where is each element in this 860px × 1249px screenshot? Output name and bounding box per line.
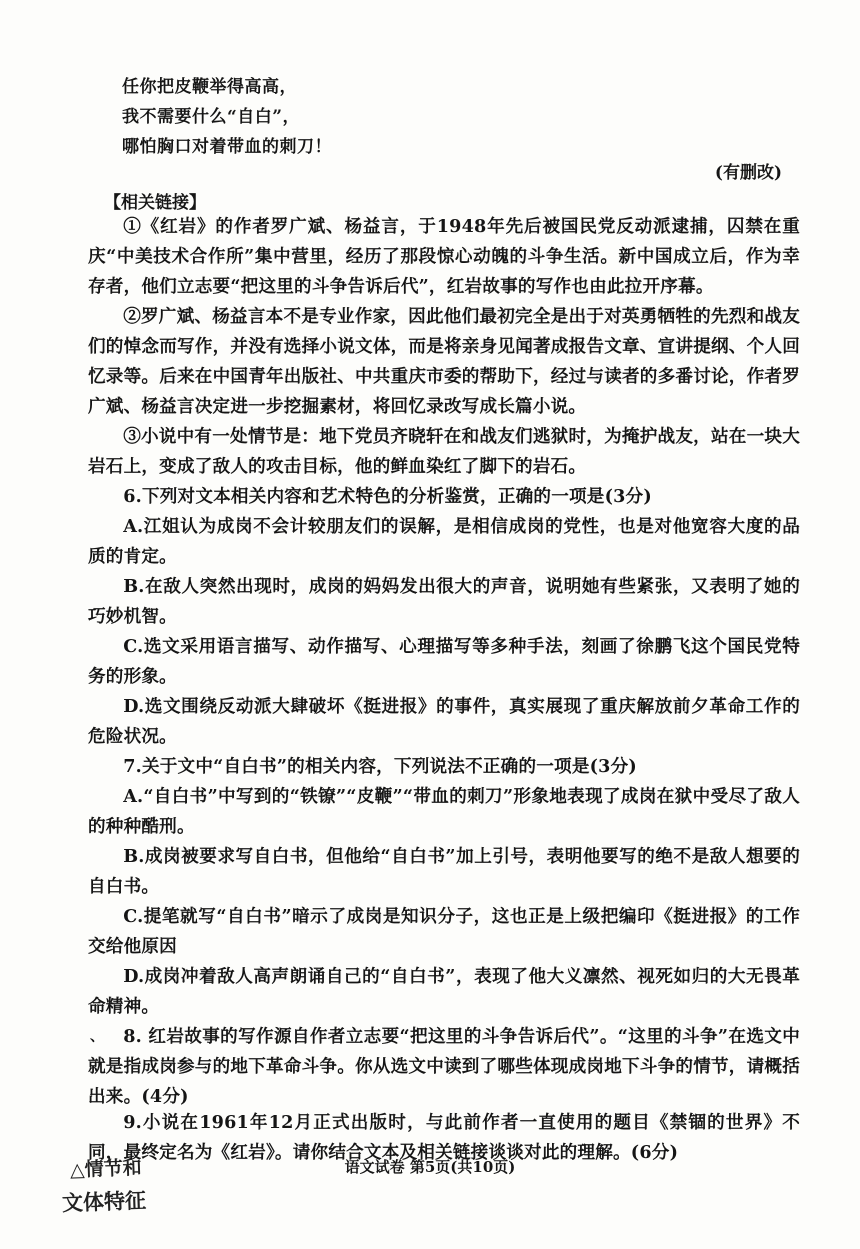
page-footer: 语文试卷 第5页(共10页): [344, 1158, 516, 1176]
question-7-option-d: D.成岗冲着敌人高声朗诵自己的“自白书”，表现了他大义凛然、视死如归的大无畏革命精神。: [88, 966, 800, 1017]
handwritten-note-1: △情节和: [69, 1156, 143, 1182]
handwritten-note-2: 文体特征: [61, 1188, 147, 1216]
question-8-stem: 8. 红岩故事的写作源自作者立志要“把这里的斗争告诉后代”。“这里的斗争”在选文中就是指成岗参与的地下革命斗争。你从选文中读到了哪些体现成岗地下斗争的情节，请概括出来。(4分): [88, 1026, 800, 1107]
related-link-item-3: ③小说中有一处情节是：地下党员齐晓轩在和战友们逃狱时，为掩护战友，站在一块大岩石上，变成了敌人的攻击目标，他的鲜血染红了脚下的岩石。: [88, 426, 800, 477]
question-6-option-d: D.选文围绕反动派大肆破坏《挺进报》的事件，真实展现了重庆解放前夕革命工作的危险状况。: [88, 696, 800, 747]
question-7-option-b: B.成岗被要求写自白书，但他给“自白书”加上引号，表明他要写的绝不是敌人想要的自白书。: [88, 846, 800, 897]
question-6-stem: 6.下列对文本相关内容和艺术特色的分析鉴赏，正确的一项是(3分): [123, 486, 652, 507]
question-6-option-c: C.选文采用语言描写、动作描写、心理描写等多种手法，刻画了徐鹏飞这个国民党特务的形象。: [88, 636, 800, 687]
related-link-item-1: ①《红岩》的作者罗广斌、杨益言，于1948年先后被国民党反动派逮捕，囚禁在重庆“中美技术合作所”集中营里，经历了那段惊心动魄的斗争生活。新中国成立后，作为幸存者，他们立志要“把这里的斗争告诉后代”，红岩故事的写作也由此拉开序幕。: [88, 216, 800, 297]
related-link-item-2: ②罗广斌、杨益言本不是专业作家，因此他们最初完全是出于对英勇牺牲的先烈和战友们的悼念而写作，并没有选择小说文体，而是将亲身见闻著成报告文章、宣讲提纲、个人回忆录等。后来在中国青年出版社、中共重庆市委的帮助下，经过与读者的多番讨论，作者罗广斌、杨益言决定进一步挖掘素材，将回忆录改写成长篇小说。: [88, 306, 800, 417]
stray-mark: 、: [90, 1029, 104, 1045]
question-7-option-c: C.提笔就写“自白书”暗示了成岗是知识分子，这也正是上级把编印《挺进报》的工作交给他原因: [88, 906, 800, 957]
question-9-stem: 9.小说在1961年12月正式出版时，与此前作者一直使用的题目《禁锢的世界》不同，最终定名为《红岩》。请你结合文本及相关链接谈谈对此的理解。(6分): [88, 1112, 800, 1163]
source-note: (有删改): [714, 163, 782, 183]
question-6-option-b: B.在敌人突然出现时，成岗的妈妈发出很大的声音，说明她有些紧张，又表明了她的巧妙机智。: [88, 576, 800, 627]
poem-line-1: 任你把皮鞭举得高高，: [122, 77, 297, 97]
question-7-option-a: A.“自白书”中写到的“铁镣”“皮鞭”“带血的刺刀”形象地表现了成岗在狱中受尽了敌人的种种酷刑。: [88, 786, 800, 837]
question-7-stem: 7.关于文中“自白书”的相关内容，下列说法不正确的一项是(3分): [123, 756, 637, 777]
related-links-heading: 【相关链接】: [104, 193, 206, 213]
poem-line-2: 我不需要什么“自白”，: [122, 107, 301, 127]
poem-line-3: 哪怕胸口对着带血的刺刀！: [122, 137, 332, 157]
question-6-option-a: A.江姐认为成岗不会计较朋友们的误解，是相信成岗的党性，也是对他宽容大度的品质的肯定。: [88, 516, 800, 567]
